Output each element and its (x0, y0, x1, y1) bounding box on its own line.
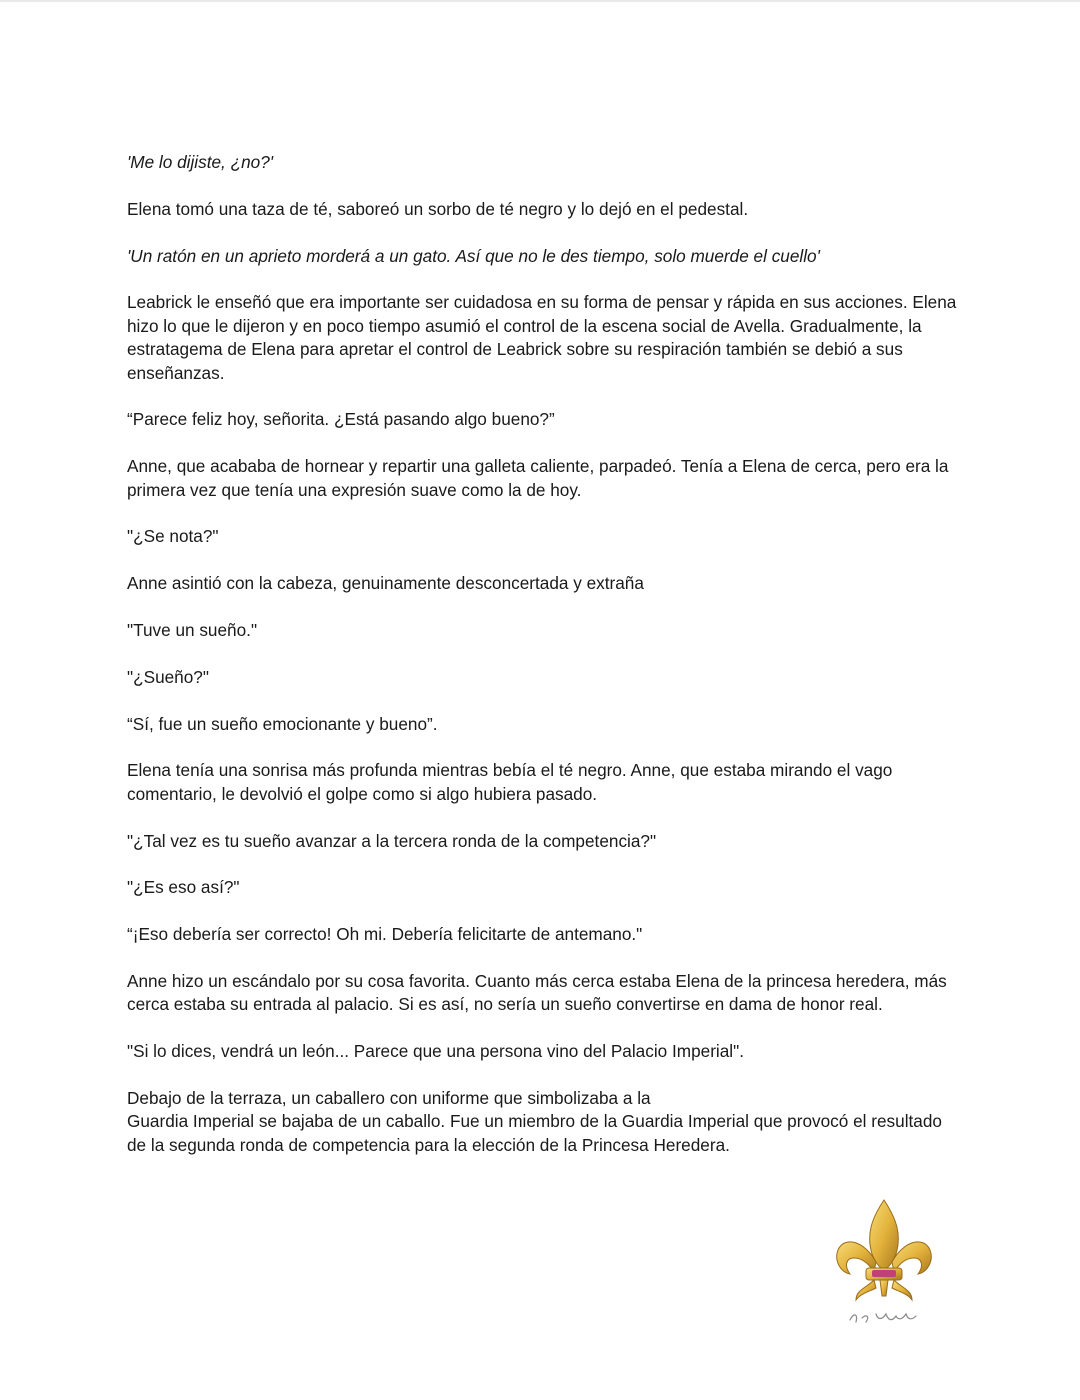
paragraph: 'Me lo dijiste, ¿no?' (127, 152, 274, 172)
paragraph: Anne, que acababa de hornear y repartir una galleta caliente, parpadeó. Tenía a Elena de cerca, pero era la primera vez que tenía una expresión suave como la de hoy. (127, 456, 949, 500)
paragraph: "Si lo dices, vendrá un león... Parece que una persona vino del Palacio Imperial". (127, 1041, 744, 1062)
fleur-de-lis-logo (826, 1196, 946, 1331)
page-top-border (0, 0, 1080, 2)
fleur-de-lis-icon (826, 1196, 946, 1331)
paragraph: Anne asintió con la cabeza, genuinamente desconcertada y extraña (127, 573, 644, 594)
paragraph: 'Un ratón en un aprieto morderá a un gato. Así que no le des tiempo, solo muerde el cuello' (127, 245, 820, 266)
paragraph: Elena tomó una taza de té, saboreó un sorbo de té negro y lo dejó en el pedestal. (127, 198, 749, 219)
paragraph: "¿Se nota?" (127, 526, 219, 547)
paragraph: "Tuve un sueño." (127, 620, 258, 640)
paragraph: Elena tenía una sonrisa más profunda mientras bebía el té negro. Anne, que estaba mirando el vago comentario, le devolvió el golpe como si algo hubiera pasado. (127, 760, 893, 804)
paragraph: "¿Es eso así?" (127, 877, 240, 898)
paragraph: "¿Sueño?" (127, 666, 209, 687)
paragraph: “Parece feliz hoy, señorita. ¿Está pasando algo bueno?” (127, 409, 555, 430)
paragraph: Leabrick le enseñó que era importante ser cuidadosa en su forma de pensar y rápida en sus acciones. Elena hizo lo que le dijeron y en poco tiempo asumió el control de la escena social de Avella. Gradualmente, la estratagema de Elena para apretar el control de Leabrick sobre su respiración también se debió a sus enseñanzas. (127, 292, 957, 383)
paragraph: Anne hizo un escándalo por su cosa favorita. Cuanto más cerca estaba Elena de la princesa heredera, más cerca estaba su entrada al palacio. Si es así, no sería un sueño convertirse en dama de honor real. (127, 970, 947, 1015)
paragraph: "¿Tal vez es tu sueño avanzar a la tercera ronda de la competencia?" (127, 830, 657, 851)
paragraph: Debajo de la terraza, un caballero con uniforme que simbolizaba a la Guardia Imperial se bajaba de un caballo. Fue un miembro de la Guardia Imperial que provocó el resultado de la segunda ronda de competencia para la elección de la Princesa Heredera. (127, 1087, 942, 1155)
document-body (127, 151, 957, 1181)
paragraph: “Sí, fue un sueño emocionante y bueno”. (127, 713, 438, 734)
paragraph: “¡Eso debería ser correcto! Oh mi. Debería felicitarte de antemano." (127, 924, 643, 945)
